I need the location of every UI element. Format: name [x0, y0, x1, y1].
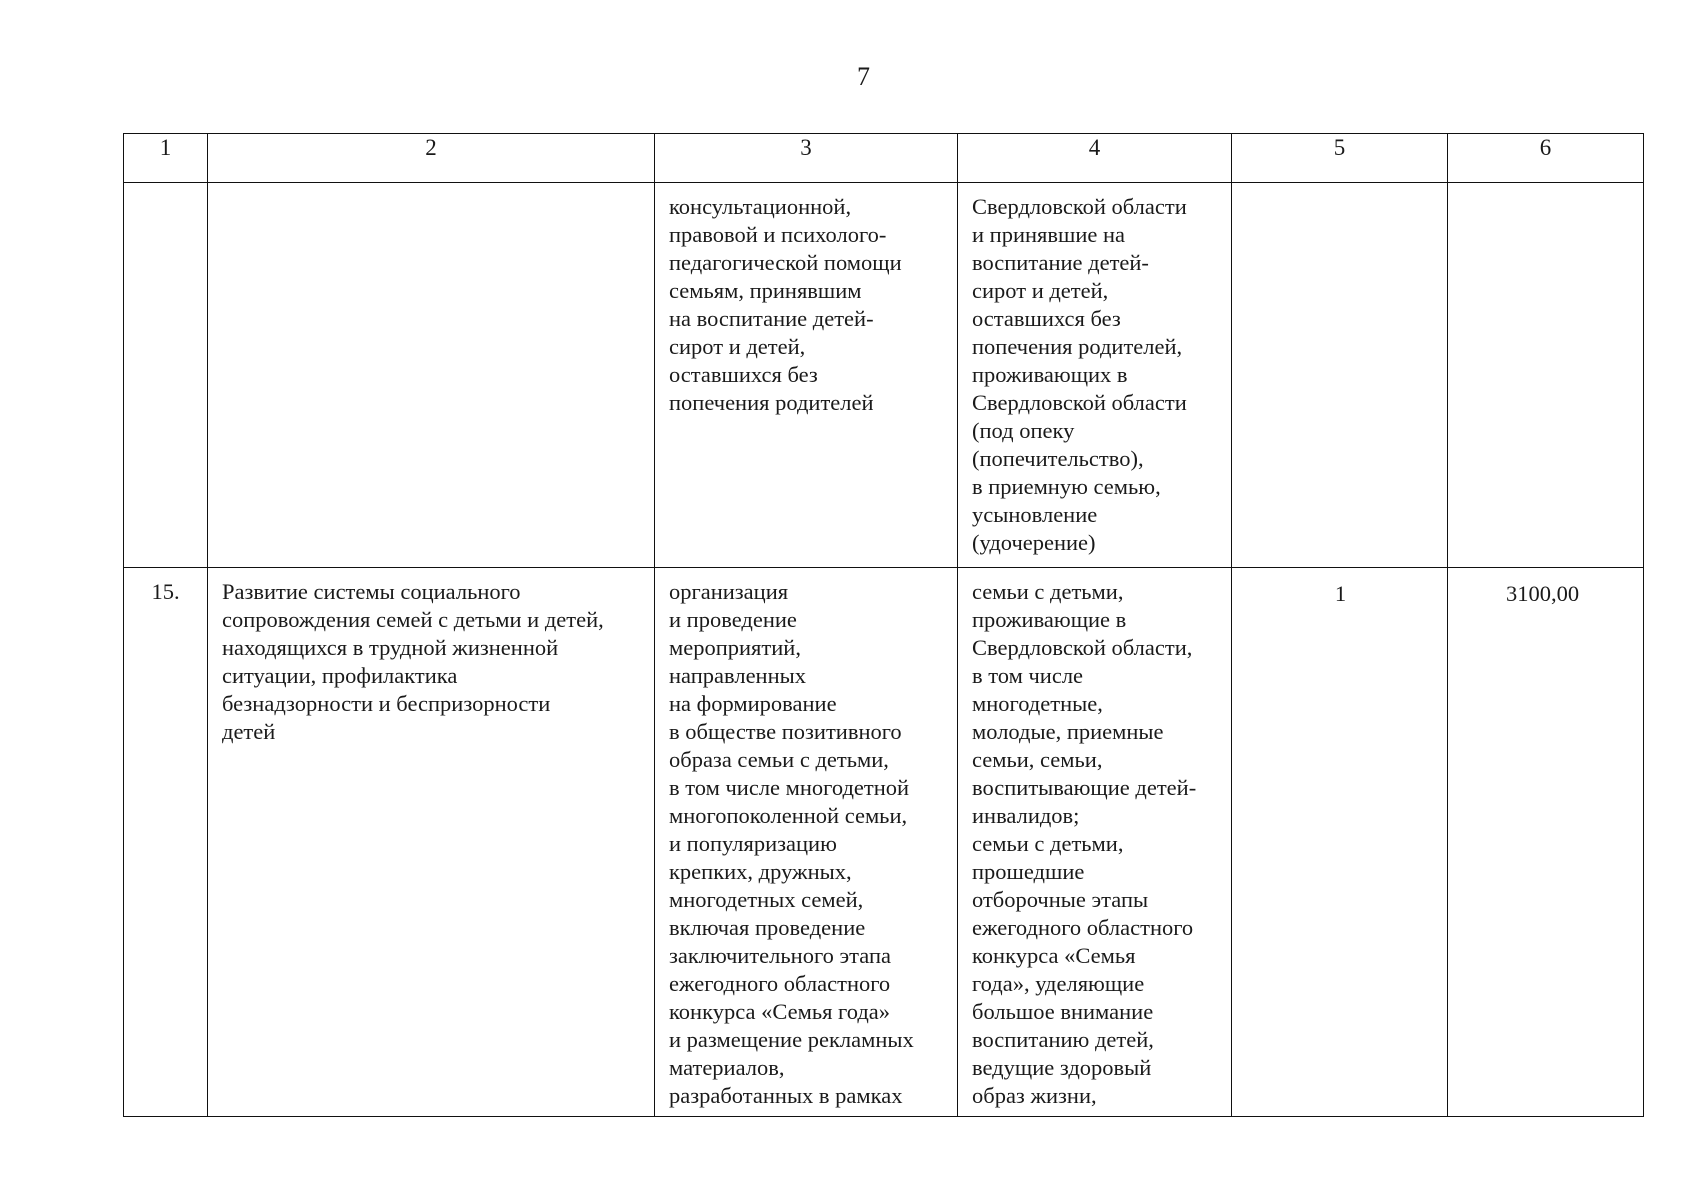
- row-number-cell: [124, 183, 208, 568]
- column-header-5: 5: [1232, 134, 1448, 183]
- measure-name-cell: [208, 183, 655, 568]
- activity-cell: организация и проведение мероприятий, направленных на формирование в обществе позитивного образа семьи с детьми, в том числе многодетной многопоколенной семьи, и популяризацию крепких, дружных, многодетных семей, включая проведение заключительного этапа ежегодного областного конкурса «Семья года» и размещение рекламных материалов, разработанных в рамках: [655, 568, 958, 1117]
- row-number-cell: 15.: [124, 568, 208, 1117]
- amount-cell: [1448, 183, 1644, 568]
- recipients-cell: семьи с детьми, проживающие в Свердловской области, в том числе многодетные, молодые, приемные семьи, семьи, воспитывающие детей- инвалидов; семьи с детьми, прошедшие отборочные этапы ежегодного областного конкурса «Семья года», уделяющие большое внимание воспитанию детей, ведущие здоровый образ жизни,: [958, 568, 1232, 1117]
- measure-name-cell: Развитие системы социального сопровождения семей с детьми и детей, находящихся в трудной жизненной ситуации, профилактика безнадзорности и беспризорности детей: [208, 568, 655, 1117]
- table-row: [124, 568, 1644, 1117]
- count-cell: 1: [1232, 568, 1448, 1117]
- column-header-3: 3: [655, 134, 958, 183]
- column-header-2: 2: [208, 134, 655, 183]
- column-header-4: 4: [958, 134, 1232, 183]
- table-row: [124, 183, 1644, 568]
- activity-cell: консультационной, правовой и психолого- педагогической помощи семьям, принявшим на воспитание детей- сирот и детей, оставшихся без попечения родителей: [655, 183, 958, 568]
- count-cell: [1232, 183, 1448, 568]
- page-number: 7: [857, 62, 870, 91]
- document-table: [123, 133, 1644, 1117]
- table-header-row: [124, 134, 1644, 183]
- column-header-1: 1: [124, 134, 208, 183]
- recipients-cell: Свердловской области и принявшие на воспитание детей- сирот и детей, оставшихся без попечения родителей, проживающих в Свердловской области (под опеку (попечительство), в приемную семью, усыновление (удочерение): [958, 183, 1232, 568]
- column-header-6: 6: [1448, 134, 1644, 183]
- amount-cell: 3100,00: [1448, 568, 1644, 1117]
